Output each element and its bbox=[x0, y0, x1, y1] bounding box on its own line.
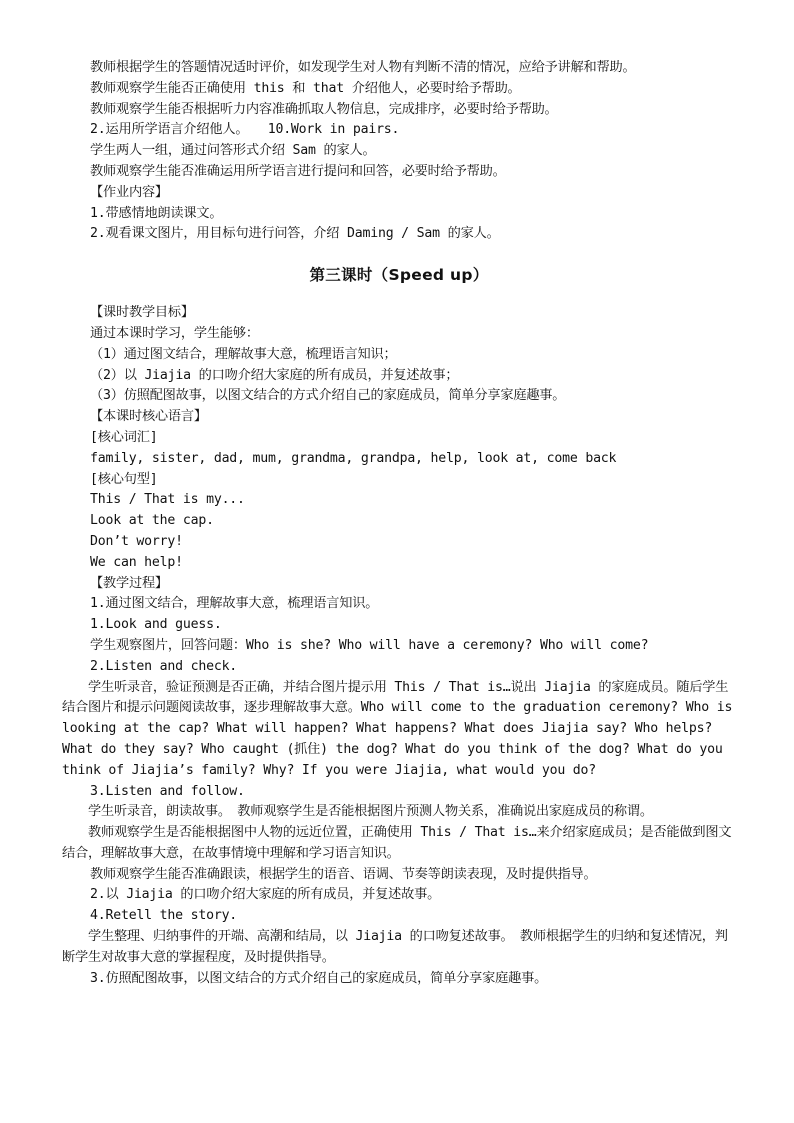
paragraph-q25: 4.Retell the story. bbox=[90, 908, 238, 924]
paragraph-p4: 2.运用所学语言介绍他人。 10.Work in pairs. bbox=[90, 122, 400, 138]
paragraph-q5: （3）仿照配图故事，以图文结合的方式介绍自己的家庭成员，简单分享家庭趣事。 bbox=[90, 388, 566, 404]
lesson-three-section bbox=[62, 303, 736, 989]
paragraph-q18: 2.Listen and check. bbox=[90, 658, 238, 674]
paragraph-p2: 教师观察学生能否正确使用 this 和 that 介绍他人，必要时给予帮助。 bbox=[90, 80, 521, 96]
paragraph-q16: 1.Look and guess. bbox=[90, 617, 222, 633]
paragraph-p6: 教师观察学生能否准确运用所学语言进行提问和回答，必要时给予帮助。 bbox=[90, 163, 506, 179]
paragraph-q11: Look at the cap. bbox=[90, 513, 214, 529]
paragraph-q22: 教师观察学生是否能根据图中人物的远近位置，正确使用 This / That is…来介绍家庭成员；是否能做到图文结合，理解故事大意，在故事情境中理解和学习语言知识。 bbox=[62, 825, 732, 861]
paragraph-q2: 通过本课时学习，学生能够： bbox=[90, 325, 259, 341]
paragraph-q27: 3.仿照配图故事，以图文结合的方式介绍自己的家庭成员，简单分享家庭趣事。 bbox=[90, 970, 548, 986]
paragraph-p1: 教师根据学生的答题情况适时评价，如发现学生对人物有判断不清的情况，应给予讲解和帮助。 bbox=[90, 60, 636, 75]
paragraph-p7: 【作业内容】 bbox=[90, 184, 168, 200]
paragraph-p9: 2.观看课文图片，用目标句进行问答，介绍 Daming / Sam 的家人。 bbox=[90, 226, 500, 242]
paragraph-q13: We can help! bbox=[90, 554, 183, 570]
previous-lesson-section bbox=[62, 58, 736, 245]
paragraph-q1: 【课时教学目标】 bbox=[90, 305, 194, 321]
paragraph-q4: （2）以 Jiajia 的口吻介绍大家庭的所有成员，并复述故事； bbox=[90, 367, 459, 383]
paragraph-q17: 学生观察图片，回答问题：Who is she? Who will have a ceremony? Who will come? bbox=[90, 637, 649, 653]
paragraph-q12: Don’t worry! bbox=[90, 533, 183, 549]
paragraph-q6: 【本课时核心语言】 bbox=[90, 409, 207, 425]
paragraph-q10: This / That is my... bbox=[90, 492, 245, 508]
paragraph-q9: [核心句型] bbox=[90, 471, 158, 487]
paragraph-q8: family, sister, dad, mum, grandma, grandpa, help, look at, come back bbox=[90, 450, 617, 466]
section-title: 第三课时（Speed up） bbox=[309, 266, 489, 285]
document-page bbox=[62, 58, 736, 989]
paragraph-p3: 教师观察学生能否根据听力内容准确抓取人物信息，完成排序，必要时给予帮助。 bbox=[90, 101, 558, 117]
paragraph-q20: 3.Listen and follow. bbox=[90, 783, 245, 799]
paragraph-q24: 2.以 Jiajia 的口吻介绍大家庭的所有成员，并复述故事。 bbox=[90, 887, 441, 903]
paragraph-q21: 学生听录音，朗读故事。 教师观察学生是否能根据图片预测人物关系，准确说出家庭成员的称谓。 bbox=[62, 804, 653, 820]
paragraph-q15: 1.通过图文结合，理解故事大意，梳理语言知识。 bbox=[90, 596, 379, 612]
paragraph-q19: 学生听录音，验证预测是否正确，并结合图片提示用 This / That is…说出 Jiajia 的家庭成员。随后学生结合图片和提示问题阅读故事，逐步理解故事大意。Who will come to the graduation ceremony? Who is looking at the cap? What will happen? What happens? What does Jiajia say? Who helps? What do they say? Who caught (抓住) the dog? What do you think of the dog? What do you think of Jiajia’s family? Why? If you were Jiajia, what would you do? bbox=[62, 679, 733, 778]
paragraph-q3: （1）通过图文结合，理解故事大意，梳理语言知识； bbox=[90, 346, 397, 362]
paragraph-q23: 教师观察学生能否准确跟读，根据学生的语音、语调、节奏等朗读表现，及时提供指导。 bbox=[90, 866, 597, 882]
paragraph-p5: 学生两人一组，通过问答形式介绍 Sam 的家人。 bbox=[90, 143, 376, 159]
paragraph-p8: 1.带感情地朗读课文。 bbox=[90, 205, 223, 221]
paragraph-q14: 【教学过程】 bbox=[90, 575, 168, 591]
paragraph-q7: [核心词汇] bbox=[90, 429, 158, 445]
paragraph-q26: 学生整理、归纳事件的开端、高潮和结局，以 Jiajia 的口吻复述故事。 教师根据学生的归纳和复述情况，判断学生对故事大意的掌握程度，及时提供指导。 bbox=[62, 929, 728, 965]
